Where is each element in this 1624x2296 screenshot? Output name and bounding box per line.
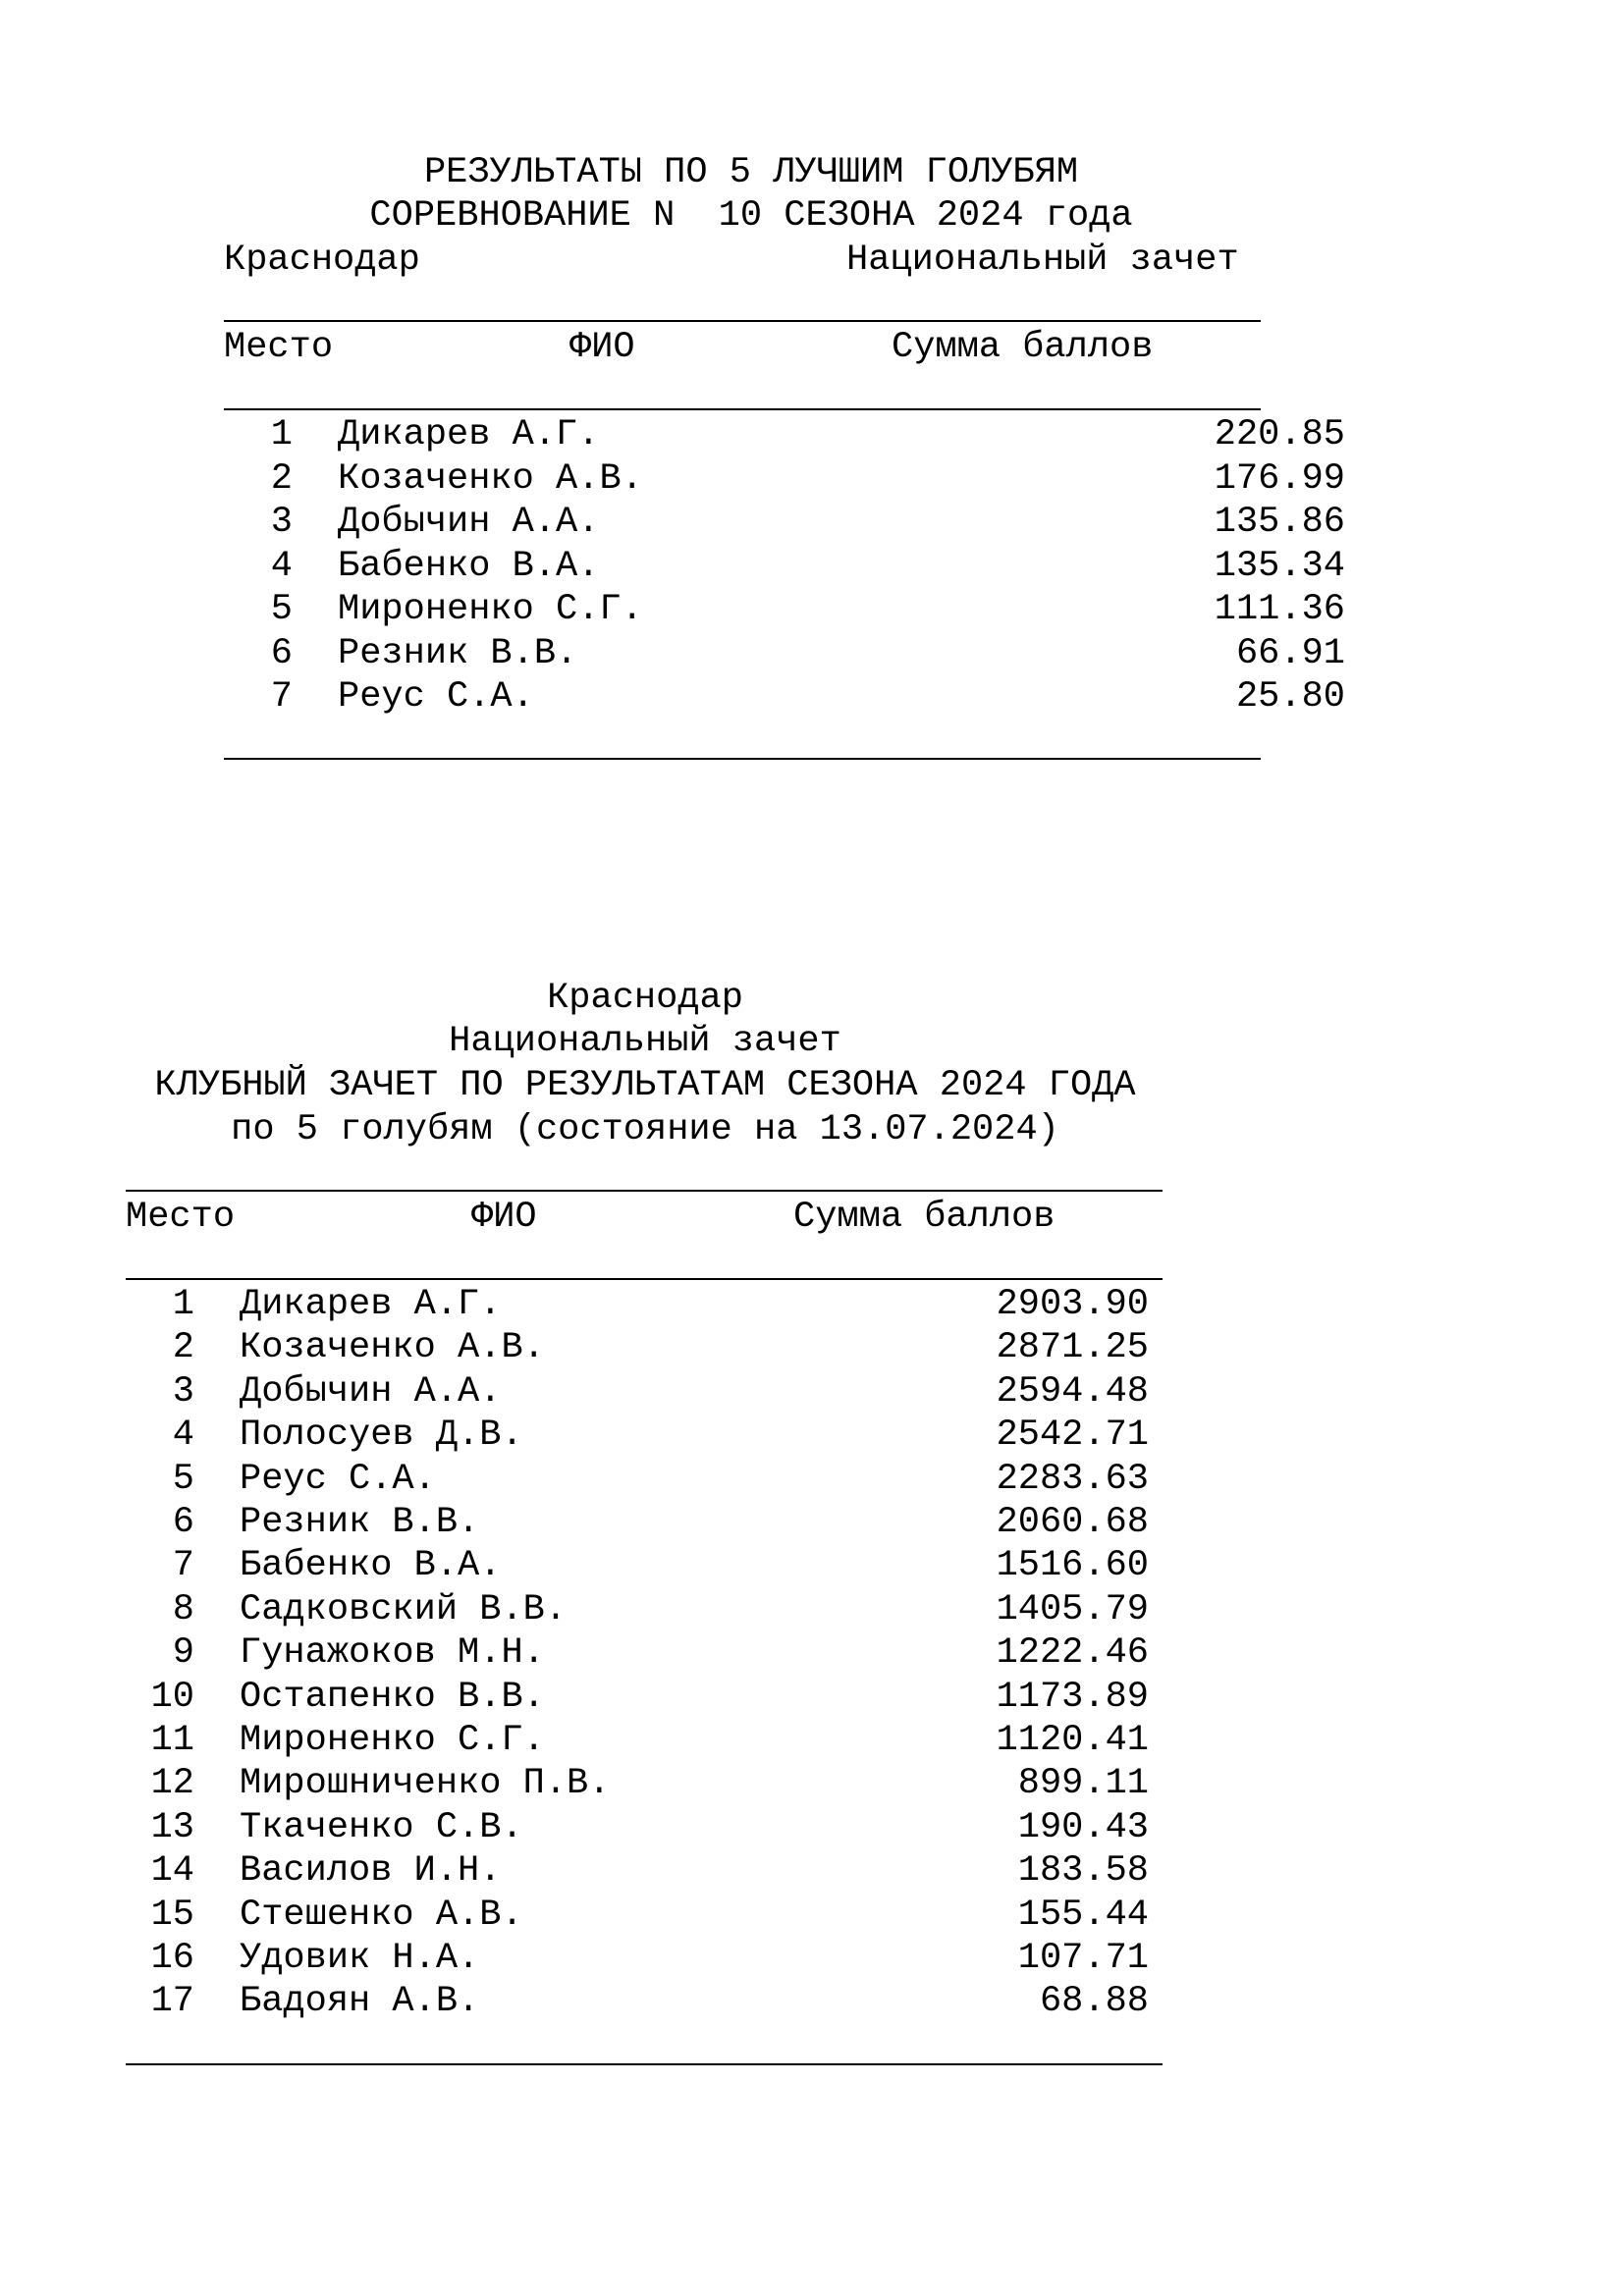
section-2-header-score: Сумма баллов: [793, 1197, 1056, 1238]
table-row: [126, 1501, 1163, 1544]
row-name: Мироненко С.Г.: [338, 589, 643, 630]
row-place: 14: [150, 1850, 194, 1893]
row-place: 6: [172, 1502, 194, 1543]
row-name: Реус С.А.: [240, 1458, 436, 1500]
section-1-header-rule: [224, 408, 1261, 410]
section-2-top-rule: [126, 1190, 1163, 1192]
table-row: [126, 1631, 1163, 1675]
row-name: Козаченко А.В.: [240, 1327, 545, 1369]
row-name: Добычин А.А.: [240, 1370, 502, 1413]
section-2-header-rule: [126, 1278, 1163, 1280]
table-row: [224, 501, 1345, 544]
row-name: Мирошниченко П.В.: [240, 1763, 611, 1805]
row-place: 16: [150, 1938, 194, 1979]
row-score: 25.80: [1235, 676, 1345, 718]
row-score: 155.44: [1017, 1894, 1149, 1936]
section-1-header-score: Сумма баллов: [892, 327, 1154, 368]
section-1-title: РЕЗУЛЬТАТЫ ПО 5 ЛУЧШИМ ГОЛУБЯМ: [423, 152, 1079, 193]
section-2-header-name: ФИО: [471, 1197, 537, 1238]
row-place: 11: [150, 1720, 194, 1761]
section-2-competition-type: Национальный зачет: [449, 1021, 841, 1062]
table-row: [126, 1283, 1163, 1326]
row-score: 135.34: [1214, 545, 1345, 587]
row-score: 183.58: [1017, 1850, 1149, 1893]
row-place: 3: [172, 1370, 194, 1413]
table-row: [126, 1849, 1163, 1893]
row-place: 7: [172, 1545, 194, 1587]
section-2-city: Краснодар: [547, 978, 743, 1019]
row-name: Резник В.В.: [338, 632, 578, 674]
row-name: Стешенко А.В.: [240, 1894, 523, 1936]
section-1-subtitle: СОРЕВНОВАНИЕ N 10 СЕЗОНА 2024 года: [369, 195, 1133, 237]
row-score: 220.85: [1214, 414, 1345, 455]
table-row: [224, 632, 1345, 675]
table-row: [224, 675, 1345, 719]
table-row: [126, 1588, 1163, 1631]
section-2-header-place: Место: [126, 1197, 236, 1238]
row-name: Козаченко А.В.: [338, 457, 643, 500]
row-place: 1: [270, 414, 293, 455]
row-place: 2: [270, 457, 293, 500]
row-name: Остапенко В.В.: [240, 1676, 545, 1718]
row-score: 2060.68: [996, 1502, 1149, 1543]
row-name: Садковский В.В.: [240, 1588, 568, 1630]
row-score: 1173.89: [996, 1676, 1149, 1718]
row-place: 7: [270, 676, 293, 718]
row-name: Василов И.Н.: [240, 1850, 502, 1893]
row-score: 1120.41: [996, 1720, 1149, 1761]
row-name: Мироненко С.Г.: [240, 1720, 545, 1761]
row-place: 3: [270, 502, 293, 543]
row-score: 176.99: [1214, 457, 1345, 500]
row-score: 899.11: [1017, 1763, 1149, 1805]
row-name: Резник В.В.: [240, 1502, 480, 1543]
row-place: 13: [150, 1806, 194, 1848]
section-2-subtitle: по 5 голубям (состояние на 13.07.2024): [231, 1109, 1059, 1150]
section-1-header-place: Место: [224, 327, 334, 368]
table-row: [126, 1326, 1163, 1369]
section-2-title: КЛУБНЫЙ ЗАЧЕТ ПО РЕЗУЛЬТАТАМ СЕЗОНА 2024 ГОДА: [154, 1065, 1136, 1106]
table-row: [224, 457, 1345, 501]
row-name: Полосуев Д.В.: [240, 1415, 523, 1457]
row-place: 5: [172, 1458, 194, 1500]
section-1-top-rule: [224, 320, 1261, 322]
row-score: 1516.60: [996, 1545, 1149, 1587]
section-1-city: Краснодар: [224, 240, 420, 281]
row-place: 15: [150, 1894, 194, 1936]
row-name: Ткаченко С.В.: [240, 1806, 523, 1848]
row-score: 66.91: [1235, 632, 1345, 674]
row-place: 5: [270, 589, 293, 630]
row-place: 9: [172, 1632, 194, 1675]
row-name: Бадоян А.В.: [240, 1981, 480, 2023]
row-name: Реус С.А.: [338, 676, 534, 718]
row-place: 6: [270, 632, 293, 674]
row-place: 1: [172, 1284, 194, 1325]
table-row: [126, 1894, 1163, 1937]
row-score: 2594.48: [996, 1370, 1149, 1413]
table-row: [126, 1762, 1163, 1805]
row-place: 12: [150, 1763, 194, 1805]
row-name: Бабенко В.А.: [240, 1545, 502, 1587]
row-score: 68.88: [1039, 1981, 1149, 2023]
table-row: [126, 1414, 1163, 1457]
table-row: [224, 545, 1345, 588]
row-name: Дикарев А.Г.: [338, 414, 600, 455]
row-score: 135.86: [1214, 502, 1345, 543]
table-row: [126, 1719, 1163, 1762]
row-score: 2903.90: [996, 1284, 1149, 1325]
row-score: 2871.25: [996, 1327, 1149, 1369]
row-name: Бабенко В.А.: [338, 545, 600, 587]
row-score: 2542.71: [996, 1415, 1149, 1457]
section-2-bottom-rule: [126, 2063, 1163, 2065]
row-name: Удовик Н.А.: [240, 1938, 480, 1979]
row-name: Добычин А.А.: [338, 502, 600, 543]
table-row: [126, 1370, 1163, 1414]
row-name: Гунажоков М.Н.: [240, 1632, 545, 1675]
row-place: 4: [172, 1415, 194, 1457]
row-score: 1222.46: [996, 1632, 1149, 1675]
table-row: [126, 1676, 1163, 1719]
table-row: [126, 1458, 1163, 1501]
row-score: 107.71: [1017, 1938, 1149, 1979]
table-row: [126, 1937, 1163, 1980]
table-row: [224, 413, 1345, 456]
table-row: [126, 1544, 1163, 1587]
row-score: 190.43: [1017, 1806, 1149, 1848]
row-score: 111.36: [1214, 589, 1345, 630]
row-place: 17: [150, 1981, 194, 2023]
row-place: 2: [172, 1327, 194, 1369]
row-score: 2283.63: [996, 1458, 1149, 1500]
row-name: Дикарев А.Г.: [240, 1284, 502, 1325]
table-row: [224, 588, 1345, 631]
row-place: 4: [270, 545, 293, 587]
table-row: [126, 1806, 1163, 1849]
section-1-header-name: ФИО: [569, 327, 635, 368]
section-1-competition-type: Национальный зачет: [846, 240, 1239, 281]
row-score: 1405.79: [996, 1588, 1149, 1630]
table-row: [126, 1980, 1163, 2023]
row-place: 8: [172, 1588, 194, 1630]
row-place: 10: [150, 1676, 194, 1718]
section-1-bottom-rule: [224, 758, 1261, 760]
